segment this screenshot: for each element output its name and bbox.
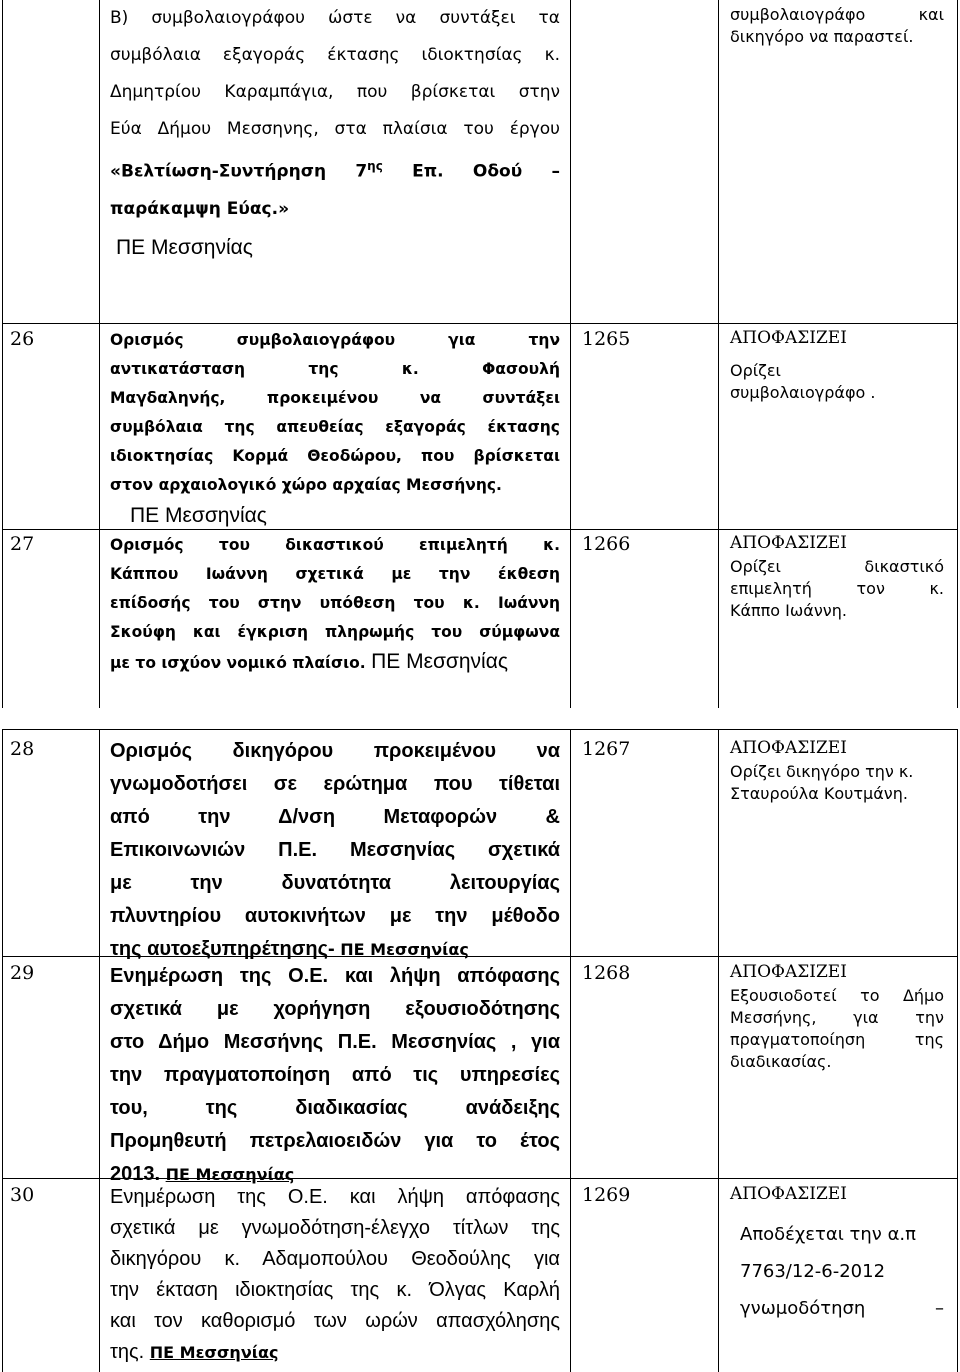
subject-cell [110, 960, 560, 1191]
subject-cell [110, 326, 560, 532]
item-number: 29 [10, 962, 35, 984]
subject-line: δικηγόρου κ. Αδαμοπούλου Θεοδούλης για [110, 1248, 560, 1270]
subject-line: Επικοινωνιών Π.Ε. Μεσσηνίας σχετικά [110, 839, 560, 861]
subject-line: Ενημέρωση της Ο.Ε. και λήψη απόφασης [110, 965, 560, 987]
item-number: 26 [10, 328, 35, 350]
grid-line [99, 0, 100, 708]
subject-line: επίδοσής του στην υπόθεση του κ. Ιωάννη [110, 594, 560, 612]
regional-unit-label: ΠΕ Μεσσηνίας [165, 1165, 295, 1184]
subject-line-text: της αυτοεξυπηρέτησης- [110, 938, 335, 960]
decision-heading: ΑΠΟΦΑΣΙΖΕΙ [730, 328, 847, 348]
subject-line: Σκούφη και έγκριση πληρωμής του σύμφωνα [110, 623, 560, 641]
grid-line [718, 0, 719, 708]
subject-line: γνωμοδοτήσει σε ερώτημα που τίθεται [110, 773, 560, 795]
subject-line: στο Δήμο Μεσσήνης Π.Ε. Μεσσηνίας , για [110, 1031, 560, 1053]
decision-heading: ΑΠΟΦΑΣΙΖΕΙ [730, 533, 847, 553]
subject-line: με την δυνατότητα λειτουργίας [110, 872, 560, 894]
subject-line-text: 2013. [110, 1163, 161, 1185]
decision-line: συμβολαιογράφο και [730, 5, 944, 24]
subject-line-bold [110, 148, 560, 191]
subject-line: στον αρχαιολογικό χώρο αρχαίας Μεσσήνης. [110, 476, 502, 494]
decision-line: Αποδέχεται την α.π [740, 1224, 916, 1245]
grid-line [957, 0, 958, 708]
regional-unit-label: ΠΕ Μεσσηνίας [340, 940, 469, 959]
grid-line [2, 729, 958, 730]
decision-line: συμβολαιογράφο . [730, 383, 876, 402]
subject-line [110, 1337, 560, 1368]
decision-line: δικηγόρο να παραστεί. [730, 27, 914, 46]
subject-line: Δημητρίου Καραμπάγια, που βρίσκεται στην [110, 82, 560, 102]
protocol-number: 1268 [582, 962, 631, 984]
decision-line: 7763/12-6-2012 [740, 1261, 886, 1282]
decision-cell [730, 328, 944, 404]
project-title-part: Επ. Οδού – [412, 161, 561, 182]
decision-line: επιμελητή τον κ. [730, 579, 944, 598]
subject-line-text: με το ισχύον νομικό πλαίσιο. [110, 654, 366, 672]
subject-cell [110, 1182, 560, 1368]
grid-line [957, 729, 958, 1372]
decision-line: Εξουσιοδοτεί το Δήμο [730, 986, 944, 1005]
item-number: 27 [10, 533, 35, 555]
subject-cell [110, 735, 560, 966]
subject-line: την έκταση ιδιοκτησίας της κ. Όλγας Καρλή [110, 1279, 560, 1301]
subject-line-bold: παράκαμψη Εύας.» [110, 198, 290, 219]
subject-line: από την Δ/νση Μεταφορών & [110, 806, 560, 828]
decision-line: Μεσσήνης, για την [730, 1008, 944, 1027]
decision-line: Ορίζει δικηγόρο την κ. [730, 762, 914, 781]
subject-line: του, της διαδικασίας ανάδειξης [110, 1097, 560, 1119]
project-title-part: «Βελτίωση-Συντήρηση 7 [110, 161, 368, 182]
decision-cell [730, 533, 944, 622]
subject-line: Β) συμβολαιογράφου ώστε να συντάξει τα [110, 8, 560, 28]
decision-line: Κάππο Ιωάννη. [730, 601, 847, 620]
subject-line [110, 647, 560, 678]
decision-heading: ΑΠΟΦΑΣΙΖΕΙ [730, 1184, 847, 1204]
decision-cell [730, 962, 944, 1073]
decision-cell-continued [730, 4, 944, 48]
subject-line: ιδιοκτησίας Κορμά Θεοδώρου, που βρίσκεται [110, 447, 560, 465]
subject-cell-continued [110, 0, 560, 260]
subject-line: σχετικά με γνωμοδότηση-έλεγχο τίτλων της [110, 1217, 560, 1239]
decision-line: Ορίζει [730, 361, 781, 380]
grid-line [2, 323, 958, 324]
subject-line: σχετικά με χορήγηση εξουσιοδότησης [110, 998, 560, 1020]
decision-line: Σταυρούλα Κουτμάνη. [730, 784, 908, 803]
decision-line: Ορίζει δικαστικό [730, 557, 944, 576]
subject-cell [110, 531, 560, 678]
regional-unit-label: ΠΕ Μεσσηνίας [116, 235, 253, 259]
regional-unit-label: ΠΕ Μεσσηνίας [130, 504, 267, 527]
protocol-number: 1266 [582, 533, 631, 555]
grid-line [570, 0, 571, 708]
regional-unit-label: ΠΕ Μεσσηνίας [371, 650, 508, 673]
subject-line: Εύα Δήμου Μεσσηνης, στα πλαίσια του έργου [110, 119, 560, 139]
grid-line [570, 729, 571, 1372]
subject-line: την πραγματοποίηση από τις υπηρεσίες [110, 1064, 560, 1086]
subject-line: συμβόλαια εξαγοράς έκτασης ιδιοκτησίας κ. [110, 45, 560, 65]
subject-line: Κάππου Ιωάννη σχετικά με την έκθεση [110, 565, 560, 583]
subject-line: συμβόλαια της απευθείας εξαγοράς έκτασης [110, 418, 560, 436]
protocol-number: 1265 [582, 328, 631, 350]
protocol-number: 1267 [582, 738, 631, 760]
subject-line: και τον καθορισμό των ωρών απασχόλησης [110, 1310, 560, 1332]
grid-line [2, 729, 3, 1372]
subject-line: πλυντηρίου αυτοκινήτων με την μέθοδο [110, 905, 560, 927]
decision-heading: ΑΠΟΦΑΣΙΖΕΙ [730, 738, 847, 758]
decision-heading: ΑΠΟΦΑΣΙΖΕΙ [730, 962, 847, 982]
subject-line: αντικατάσταση της κ. Φασουλή [110, 360, 560, 378]
subject-line: Ορισμός δικηγόρου προκειμένου να [110, 740, 560, 762]
grid-line [99, 729, 100, 1372]
subject-line: Μαγδαληνής, προκειμένου να συντάξει [110, 389, 560, 407]
decision-line: γνωμοδότηση – [740, 1298, 944, 1319]
grid-line [718, 729, 719, 1372]
item-number: 28 [10, 738, 35, 760]
decision-cell [730, 1184, 944, 1327]
regional-unit-label: ΠΕ Μεσσηνίας [149, 1343, 279, 1362]
decision-line: διαδικασίας. [730, 1052, 832, 1071]
protocol-number: 1269 [582, 1184, 631, 1206]
item-number: 30 [10, 1184, 35, 1206]
subject-line: Ορισμός συμβολαιογράφου για την [110, 331, 560, 349]
subject-line: Προμηθευτή πετρελαιοειδών για το έτος [110, 1130, 560, 1152]
decision-cell [730, 738, 944, 805]
subject-line-text: της. [110, 1341, 145, 1363]
ordinal-superscript: ης [367, 159, 383, 173]
decision-line: πραγματοποίηση της [730, 1030, 944, 1049]
subject-line: Ενημέρωση της Ο.Ε. και λήψη απόφασης [110, 1186, 560, 1208]
grid-line [2, 0, 3, 708]
subject-line: Ορισμός του δικαστικού επιμελητή κ. [110, 536, 560, 554]
